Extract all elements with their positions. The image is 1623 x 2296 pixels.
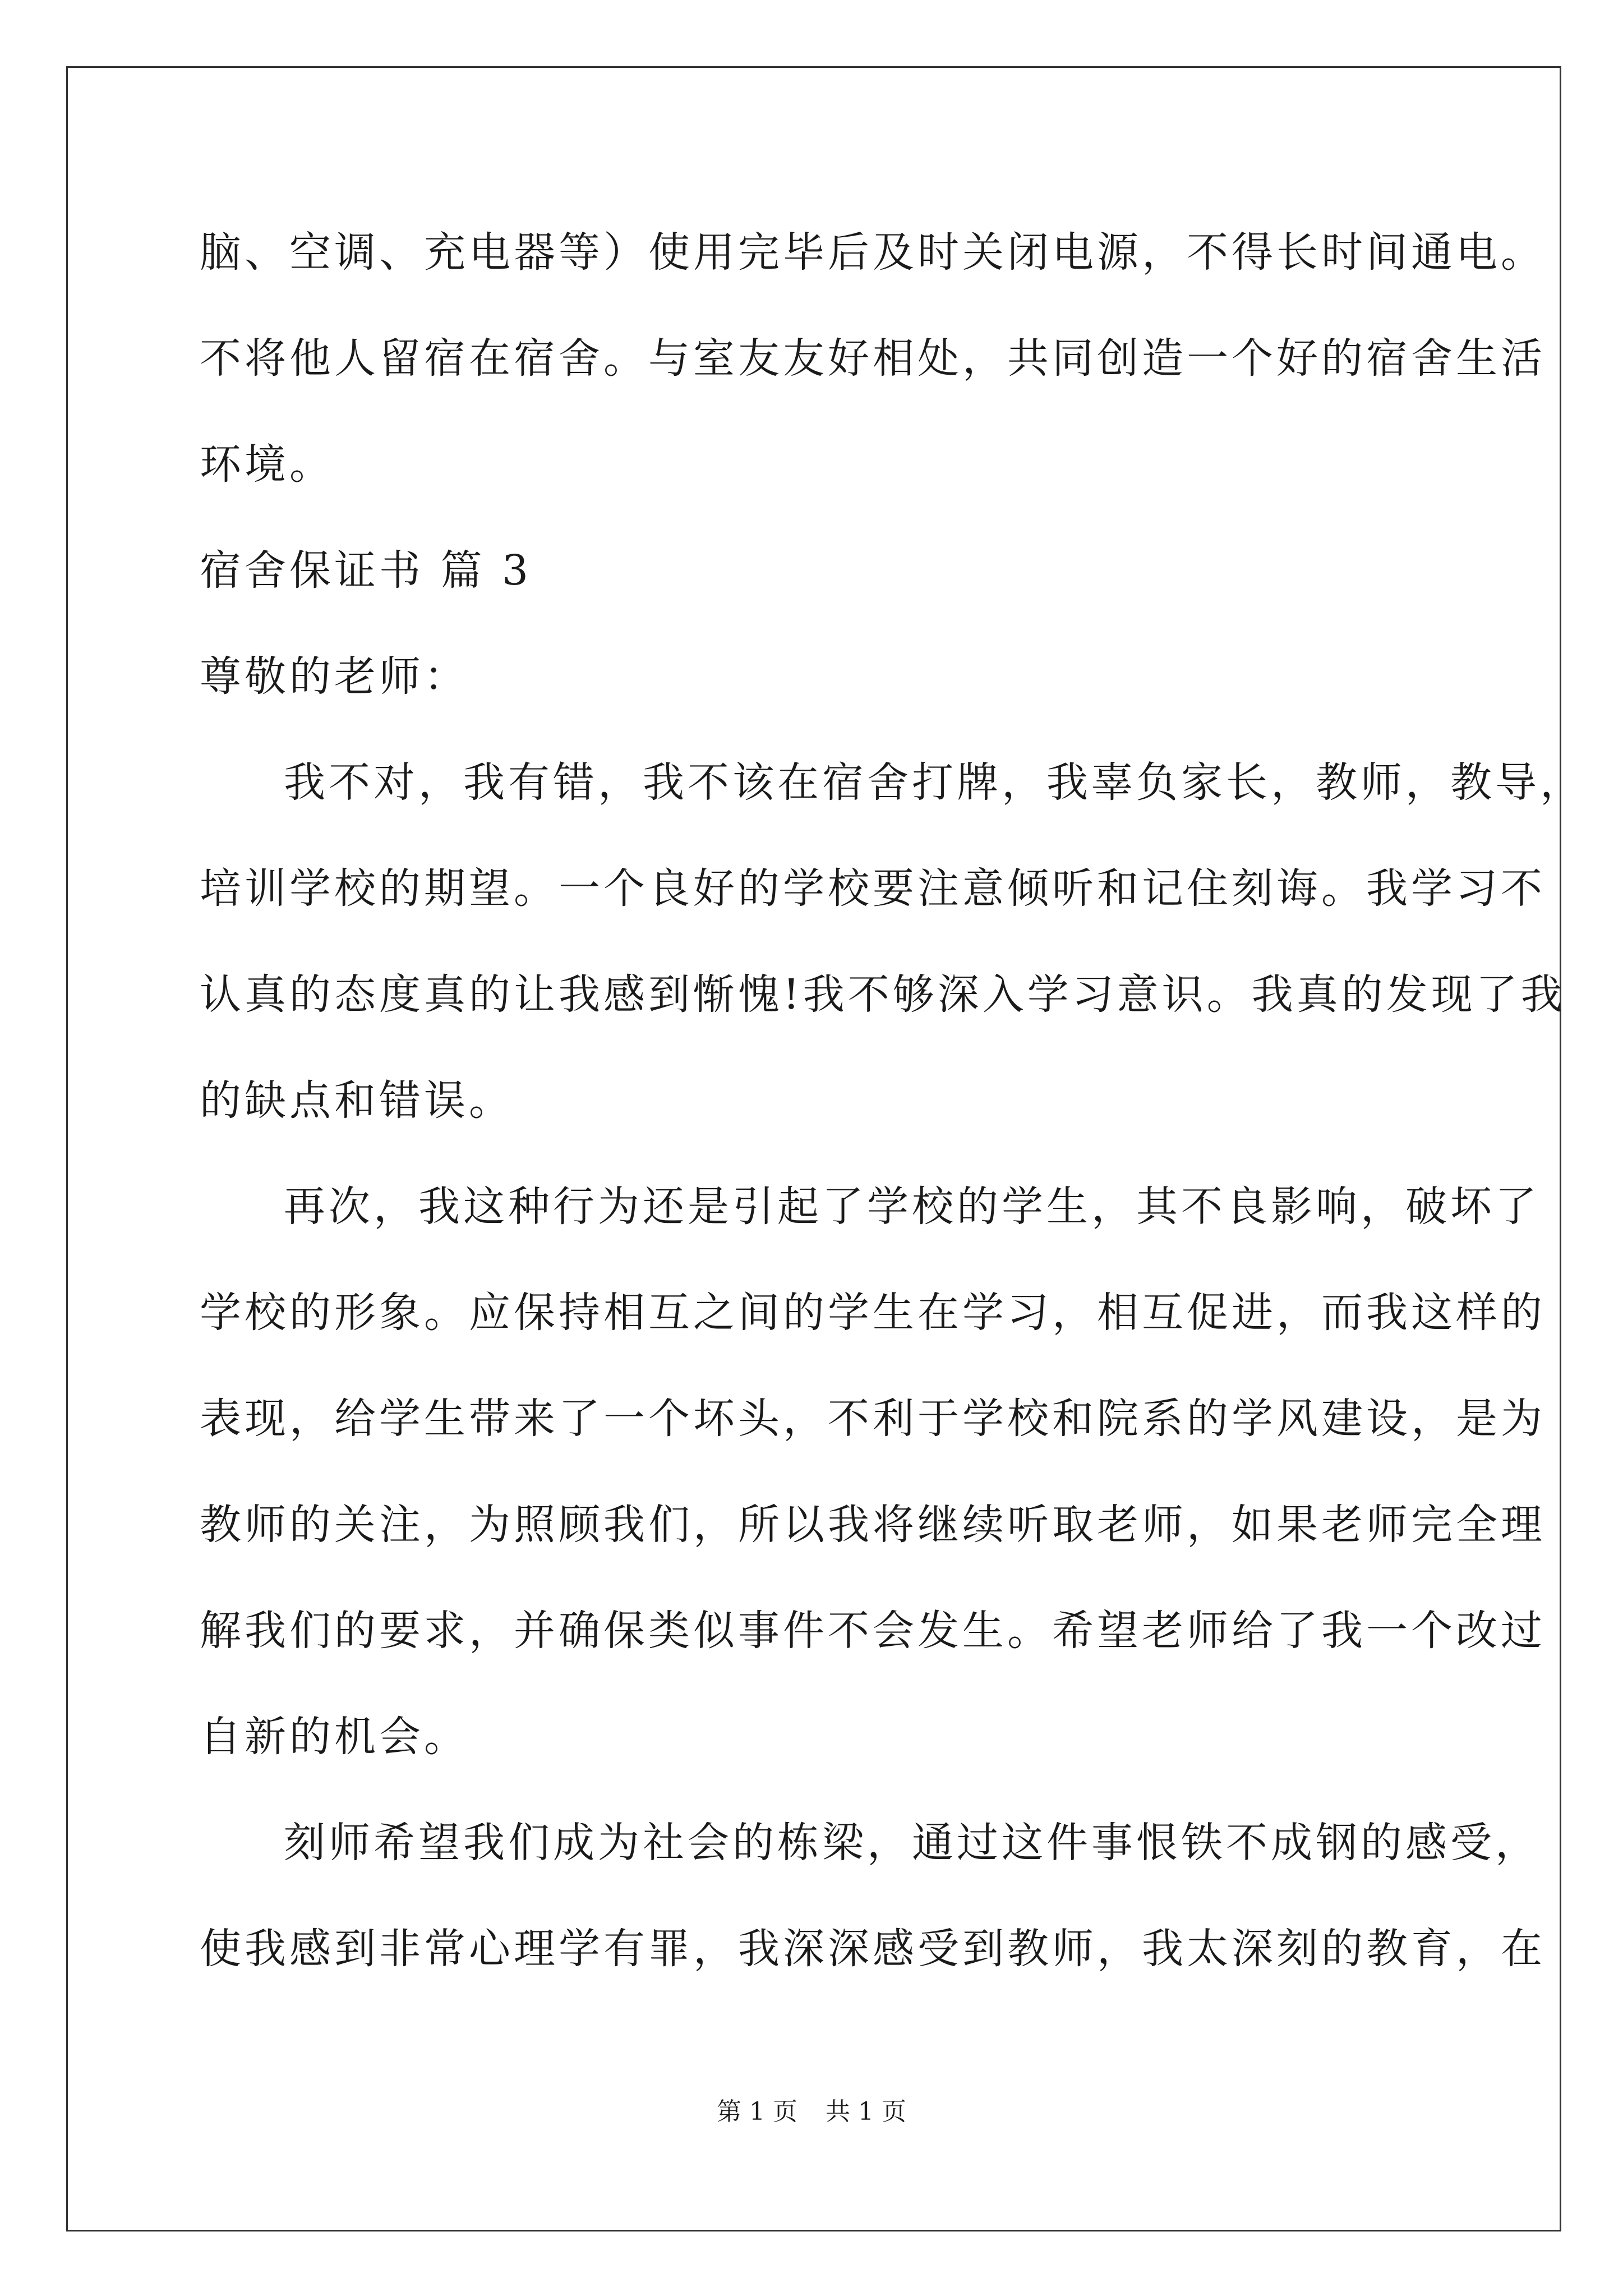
document-body <box>200 200 1585 2002</box>
section-heading: 宿舍保证书 篇 3 <box>200 546 532 595</box>
text-line: 的缺点和错误。 <box>200 1076 514 1125</box>
page-footer <box>0 2095 1623 2129</box>
paragraph-start: 我不对，我有错，我不该在宿舍打牌，我辜负家长，教师，教导， <box>284 758 1585 807</box>
text-line: 教师的关注，为照顾我们，所以我将继续听取老师，如果老师完全理 <box>200 1501 1546 1549</box>
text-line: 不将他人留宿在宿舍。与室友友好相处，共同创造一个好的宿舍生活 <box>200 334 1546 383</box>
text-line: 认真的态度真的让我感到惭愧!我不够深入学习意识。我真的发现了我 <box>200 970 1566 1019</box>
text-line: 学校的形象。应保持相互之间的学生在学习，相互促进，而我这样的 <box>200 1289 1546 1337</box>
paragraph-start: 再次，我这种行为还是引起了学校的学生，其不良影响，破坏了 <box>284 1182 1540 1231</box>
page-number-current: 第 1 页 <box>717 2097 797 2126</box>
text-line: 使我感到非常心理学有罪，我深深感受到教师，我太深刻的教育，在 <box>200 1925 1546 1973</box>
page-number-total: 共 1 页 <box>826 2097 906 2126</box>
text-line: 培训学校的期望。一个良好的学校要注意倾听和记住刻诲。我学习不 <box>200 864 1546 913</box>
text-line: 环境。 <box>200 440 334 489</box>
text-line: 解我们的要求，并确保类似事件不会发生。希望老师给了我一个改过 <box>200 1607 1546 1655</box>
text-line: 脑、空调、充电器等）使用完毕后及时关闭电源，不得长时间通电。 <box>200 228 1546 277</box>
text-line: 自新的机会。 <box>200 1713 469 1761</box>
paragraph-start: 刻师希望我们成为社会的栋梁，通过这件事恨铁不成钢的感受， <box>284 1819 1540 1867</box>
salutation: 尊敬的老师： <box>200 652 469 701</box>
text-line: 表现，给学生带来了一个坏头，不利于学校和院系的学风建设，是为 <box>200 1395 1546 1443</box>
